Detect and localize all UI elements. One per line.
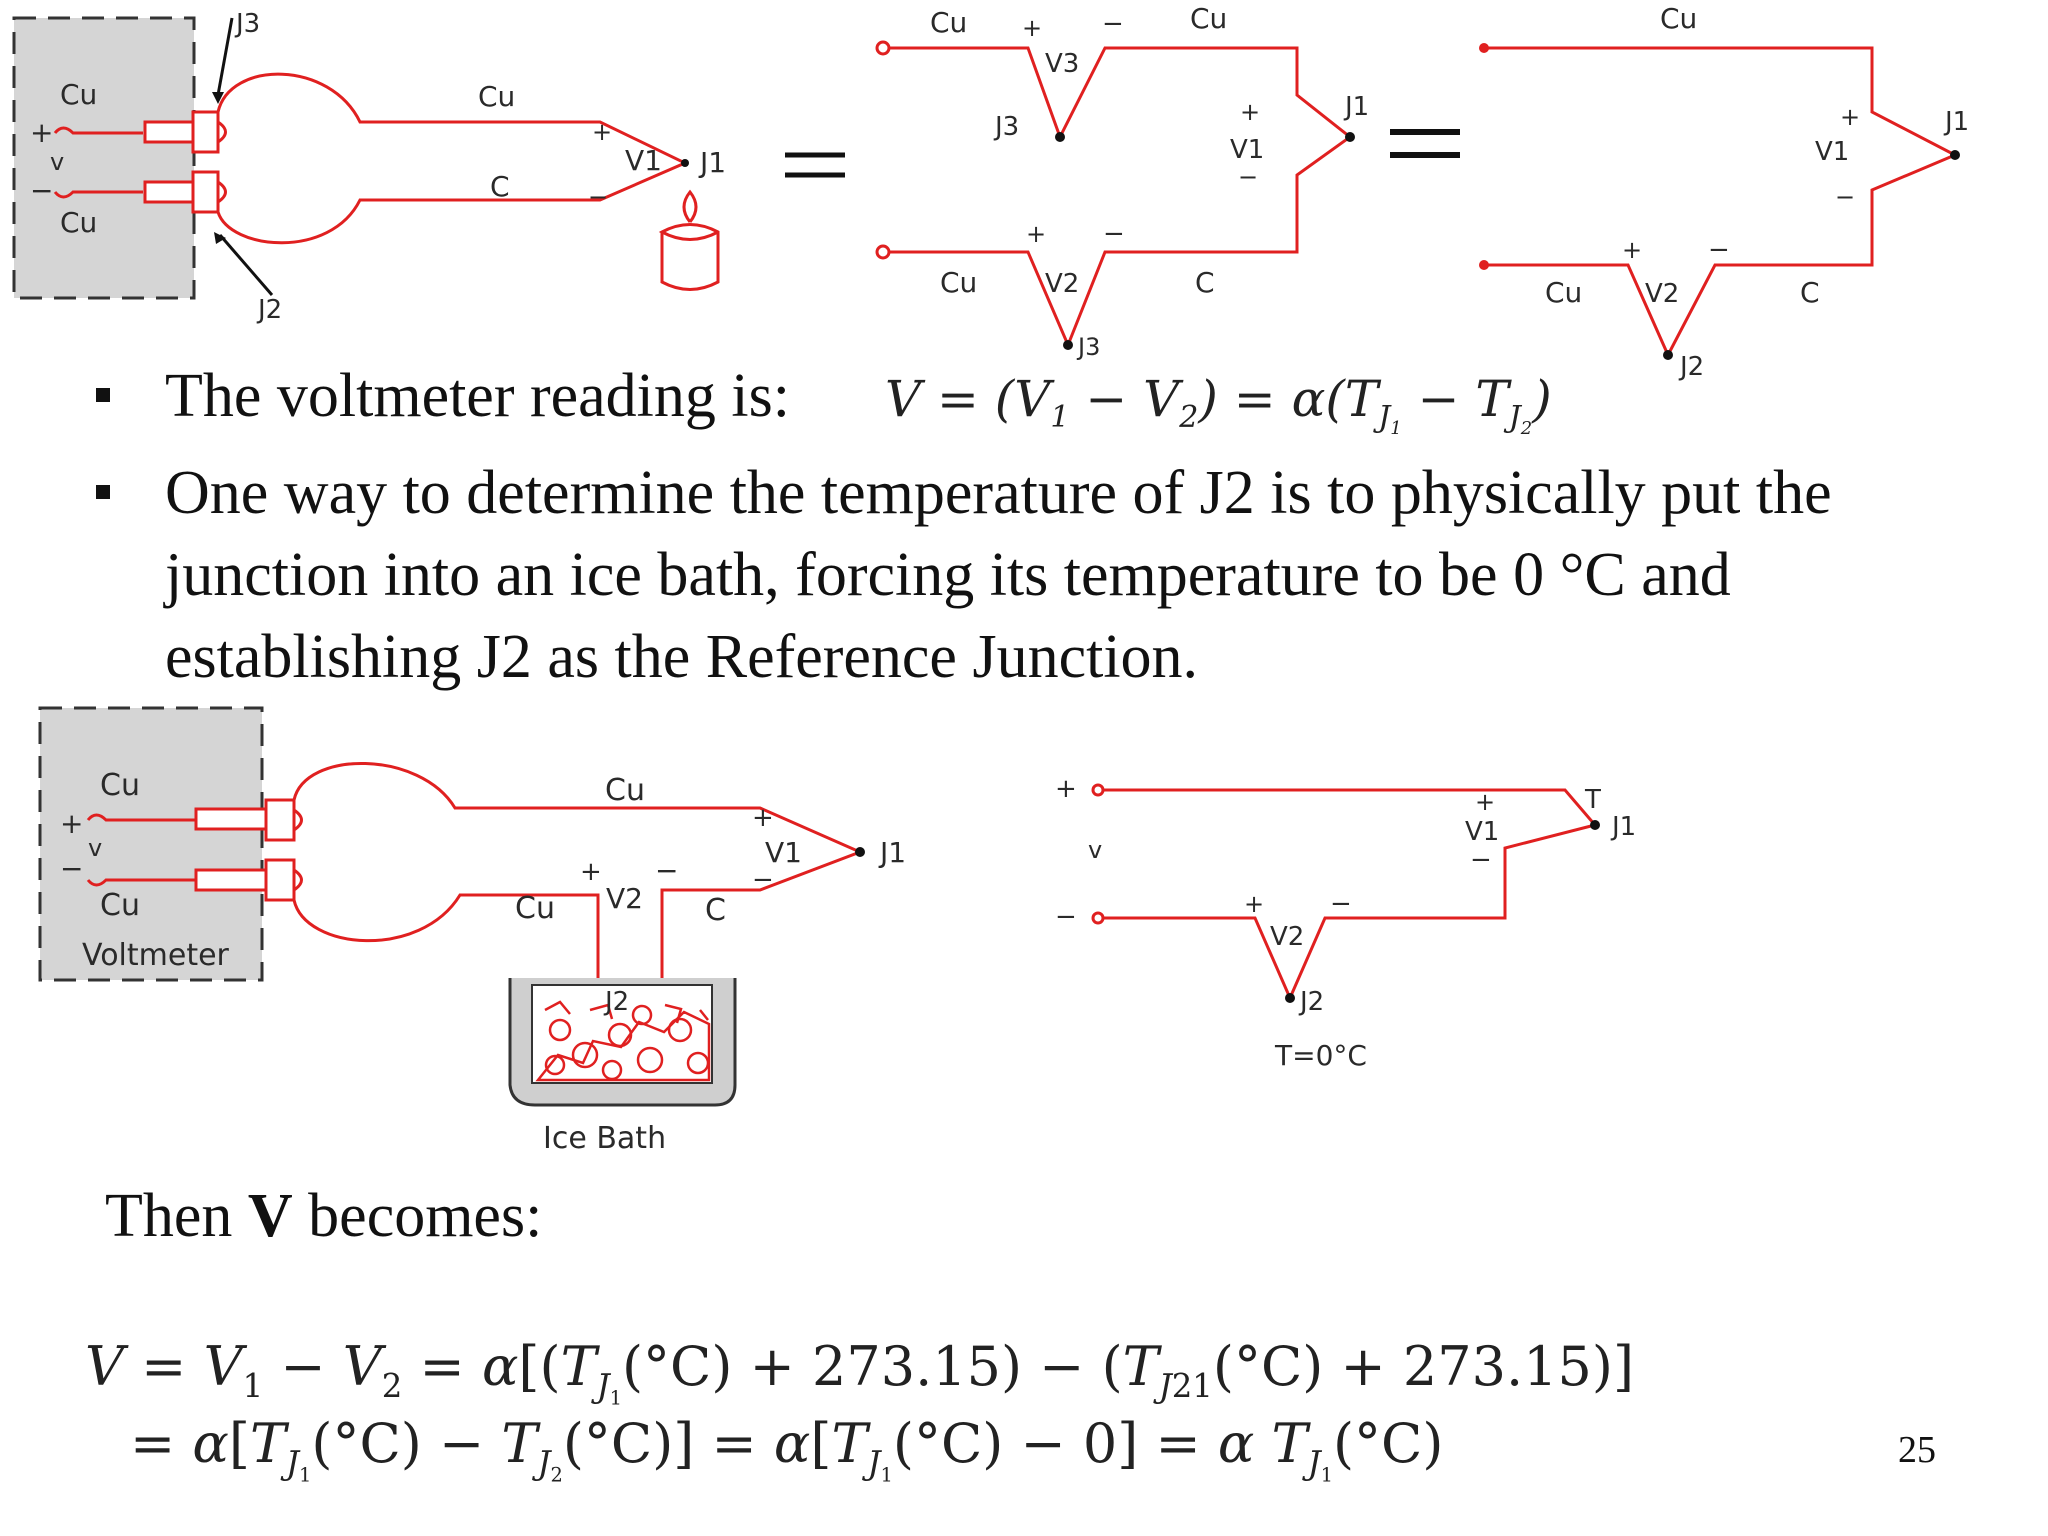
- label-c: C: [1800, 276, 1820, 309]
- svg-text:+: +: [1022, 14, 1043, 42]
- label-v2: V2: [1045, 269, 1080, 299]
- bullet-marker: [96, 485, 110, 499]
- label-voltmeter: Voltmeter: [82, 938, 229, 973]
- label-v1: V1: [1465, 817, 1500, 847]
- svg-text:−: −: [1470, 845, 1492, 875]
- label-v1: V1: [625, 144, 662, 177]
- label-ice-bath: Ice Bath: [543, 1121, 667, 1156]
- svg-text:+: +: [1622, 236, 1643, 264]
- svg-text:−: −: [655, 854, 679, 887]
- diagram-top-right: [1479, 2, 1969, 382]
- label-j3: J3: [995, 112, 1020, 142]
- diagram-top-left: [14, 9, 845, 325]
- label-j1: J1: [880, 836, 907, 869]
- label-v1: V1: [1230, 135, 1265, 165]
- label-c: C: [1195, 266, 1215, 299]
- label-v: v: [88, 834, 103, 862]
- label-c-wire: C: [490, 170, 510, 203]
- svg-text:−: −: [1238, 163, 1259, 191]
- label-j1: J1: [1945, 107, 1970, 137]
- label-j2: J2: [1300, 987, 1325, 1017]
- label-j1: J1: [1612, 812, 1637, 842]
- label-j1: J1: [700, 146, 727, 179]
- svg-text:−: −: [1708, 235, 1730, 265]
- voltmeter-equation: $V = (V_1 - V_2) = \alpha(T_{J_1} - T_{J_2})$: [885, 370, 1552, 439]
- svg-text:+: +: [1475, 788, 1496, 816]
- label-minus: −: [30, 174, 54, 207]
- label-cu-low: Cu: [515, 891, 555, 926]
- svg-text:+: +: [580, 857, 602, 887]
- diagram-top-middle: [877, 2, 1460, 361]
- diagram-bottom-right: [1055, 774, 1636, 1072]
- svg-text:+: +: [1840, 103, 1861, 131]
- svg-text:+: +: [752, 803, 774, 833]
- diagram-bottom-left: [40, 708, 906, 1156]
- label-cu-bottom: Cu: [100, 888, 140, 923]
- bullet-2-text: One way to determine the temperature of J2 is to physically put the junction into an ice bath, forcing its temperature to be 0 °C and establishing J2 as the Reference Junction.: [165, 459, 1832, 691]
- label-temp: T=0°C: [1275, 1039, 1367, 1072]
- label-cu-wire: Cu: [605, 773, 645, 808]
- bullet-1-text: The voltmeter reading is:: [165, 362, 790, 430]
- svg-text:−: −: [1102, 9, 1124, 39]
- label-cu-bottom: Cu: [60, 206, 98, 239]
- label-cu2: Cu: [1545, 276, 1583, 309]
- svg-text:−: −: [752, 865, 774, 895]
- label-cu3: Cu: [940, 266, 978, 299]
- label-cu-wire: Cu: [478, 80, 516, 113]
- svg-text:+: +: [1244, 890, 1265, 918]
- label-cu2: Cu: [1190, 2, 1228, 35]
- page-number: 25: [1898, 1429, 1936, 1471]
- label-j2: J2: [258, 295, 283, 325]
- label-j2: J2: [605, 987, 630, 1017]
- bullet-marker: [96, 388, 110, 402]
- svg-text:−: −: [60, 852, 84, 885]
- svg-text:−: −: [1055, 902, 1077, 932]
- label-v3: V3: [1045, 49, 1080, 79]
- label-v2: V2: [1270, 922, 1305, 952]
- then-text: [105, 1175, 542, 1257]
- label-v2: V2: [1645, 279, 1680, 309]
- label-v: v: [50, 148, 65, 176]
- label-v: v: [1088, 836, 1103, 864]
- svg-text:+: +: [1026, 220, 1047, 248]
- svg-text:+: +: [1240, 98, 1261, 126]
- label-plus: +: [30, 116, 54, 149]
- candle-icon: [662, 192, 718, 290]
- svg-text:+: +: [1055, 774, 1077, 804]
- label-v1: V1: [765, 836, 802, 869]
- equation-line-1: $V = V_1 - V_2 = \alpha[(T_{J_1}(^\circ C) + 273.15) - (T_{J21}(^\circ C) + 273.15)]$: [85, 1335, 1635, 1410]
- voltmeter-box: [14, 18, 194, 298]
- then-text-label: Then V becomes:: [105, 1182, 543, 1250]
- label-cu-top: Cu: [60, 78, 98, 111]
- label-t: T: [1585, 785, 1601, 815]
- svg-text:+: +: [60, 807, 84, 840]
- label-j1: J1: [1345, 92, 1370, 122]
- equation-line-2: = $\alpha[T_{J_1}(^\circ C) - T_{J_2}(^\circ C)] = \alpha[T_{J_1}(^\circ C) - 0] = \alpha$ $T_{J_1}(^\circ C)$: [130, 1412, 1444, 1487]
- svg-text:+: +: [592, 118, 613, 146]
- label-v1: V1: [1815, 137, 1850, 167]
- label-cu: Cu: [1660, 2, 1698, 35]
- svg-text:−: −: [1103, 219, 1125, 249]
- label-c: C: [705, 893, 726, 928]
- label-v2: V2: [606, 882, 643, 915]
- label-j2: J2: [1680, 352, 1705, 382]
- svg-text:−: −: [1835, 183, 1856, 211]
- svg-text:−: −: [1330, 889, 1352, 919]
- label-cu-top: Cu: [100, 768, 140, 803]
- svg-text:−: −: [588, 183, 609, 211]
- label-j3b: J3: [1078, 333, 1101, 361]
- label-cu1: Cu: [930, 6, 968, 39]
- label-j3: J3: [236, 9, 261, 39]
